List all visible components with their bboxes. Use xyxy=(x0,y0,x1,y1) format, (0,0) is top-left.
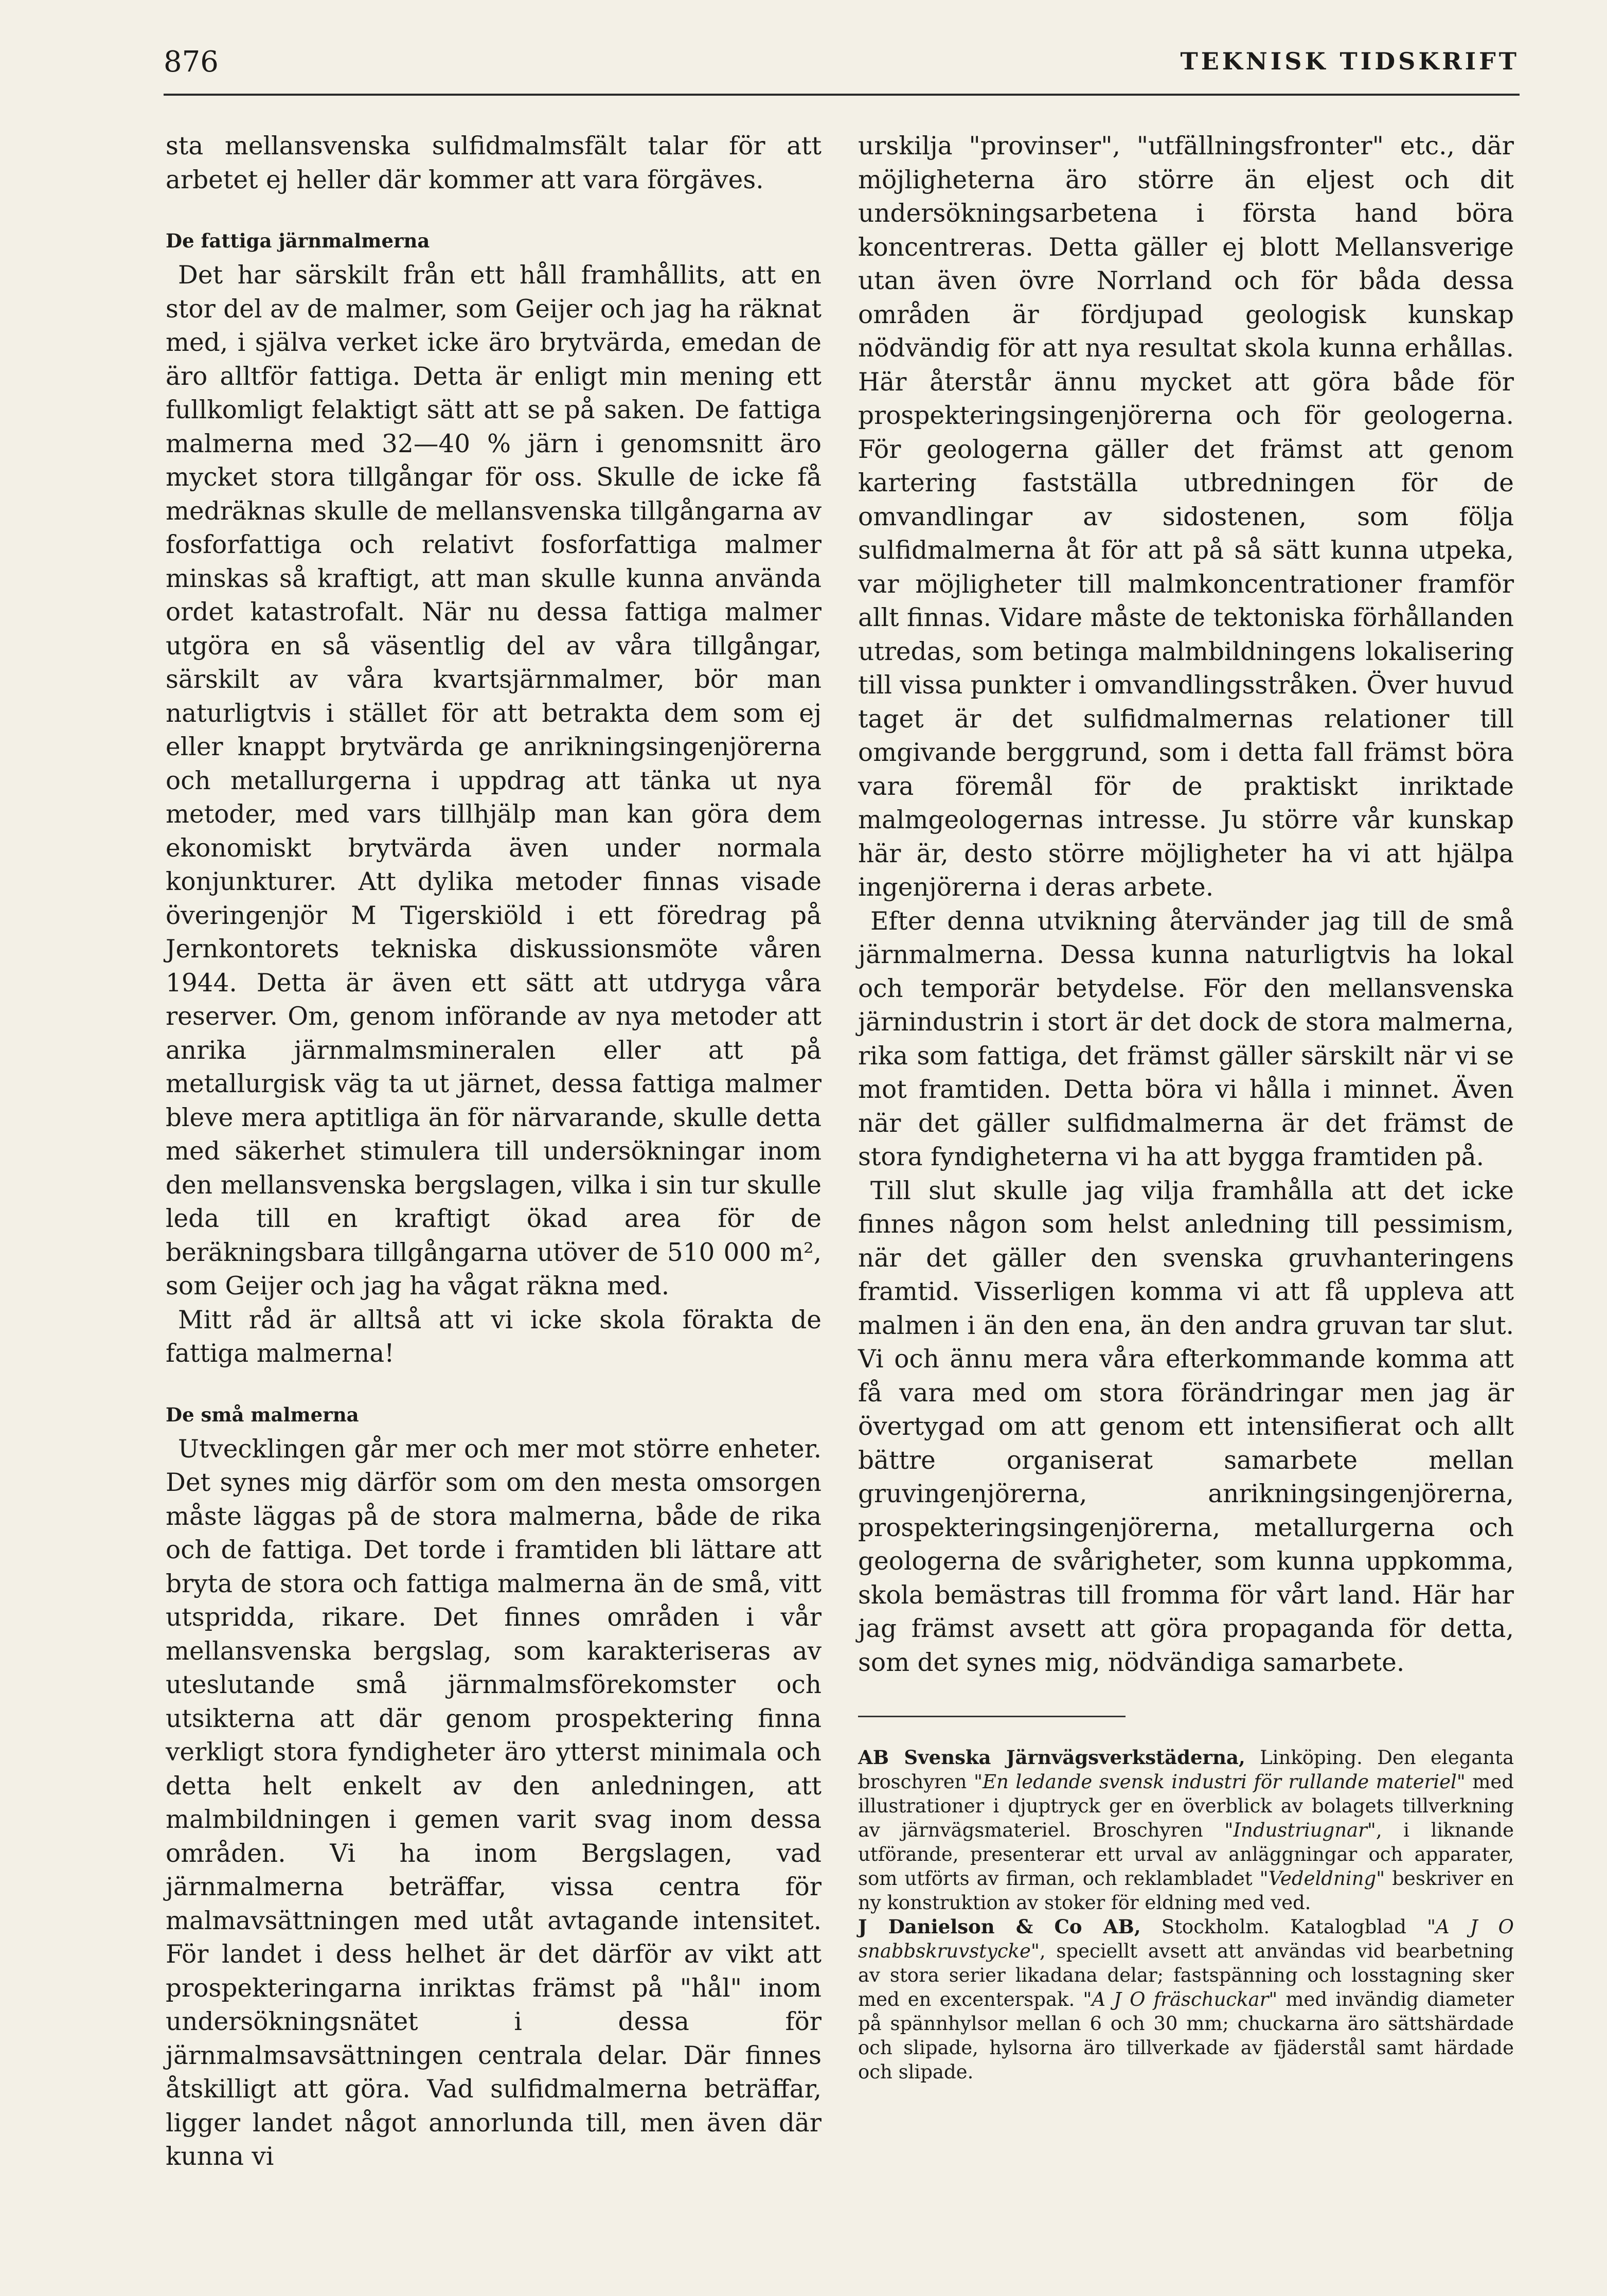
body-paragraph: Mitt råd är alltså att vi icke skola förakta de fattiga malmerna! xyxy=(166,1305,822,1368)
journal-title: TEKNISK TIDSKRIFT xyxy=(1180,47,1520,75)
body-paragraph: urskilja "provinser", "utfällningsfronter" etc., där möjligheterna äro större än eljest och dit undersökningsarbetena i första hand böra koncentreras. Detta gäller ej blott Mellansverige utan även övre Norrland och för båda dessa områden är fördjupad geologisk kunskap nödvändig för att nya resultat skola kunna erhållas. Här återstår ännu mycket att göra både för prospekteringsingenjörerna och för geologerna. För geologerna gäller det främst att genom kartering fastställa utbredningen för de omvandlingar av sidostenen, som följa sulfidmalmerna åt för att på så sätt kunna utpeka, var möjligheter till malmkoncentrationer framför allt finnas. Vidare måste de tektoniska förhållanden utredas, som betinga malmbildningens lokalisering till vissa punkter i omvandlingsstråken. Över huvud taget är det sulfidmalmernas relationer till omgivande berggrund, som i detta fall främst böra vara föremål för de praktiskt inriktade malmgeologernas intresse. Ju större vår kunskap här är, desto större möjligheter ha vi att hjälpa ingenjörerna i deras arbete. xyxy=(858,132,1514,902)
section-heading-sma: De små malmerna xyxy=(166,1403,359,1426)
note-company: J Danielson & Co AB, xyxy=(858,1915,1141,1938)
header-rule xyxy=(164,94,1520,96)
body-paragraph: Efter denna utvikning återvänder jag till de små järnmalmerna. Dessa kunna naturligtvis ha lokal och temporär betydelse. För den mellansvenska järnindustrin i stort är det dock de stora malmerna, rika som fattiga, det främst gäller särskilt när vi se mot framtiden. Detta böra vi hålla i minnet. Även när det gäller sulfidmalmerna är det främst de stora fyndigheterna vi ha att bygga framtiden på. xyxy=(858,906,1514,1171)
section-heading-fattiga: De fattiga järnmalmerna xyxy=(166,229,430,252)
body-paragraph: Det har särskilt från ett håll framhållits, att en stor del av de malmer, som Geijer och jag ha räknat med, i själva verket icke äro brytvärda, emedan de äro alltför fattiga. Detta är enligt min mening ett fullkomligt felaktigt sätt att se på saken. De fattiga malmerna med 32—40 % järn i genomsnitt äro mycket stora tillgångar för oss. Skulle de icke få medräknas skulle de mellansvenska tillgångarna av fosforfattiga och relativt fosforfattiga malmer minskas så kraftigt, att man skulle kunna använda ordet katastrofalt. När nu dessa fattiga malmer utgöra en så väsentlig del av våra tillgångar, särskilt av våra kvartsjärnmalmer, bör man naturligtvis i stället för att betrakta dem som ej eller knappt brytvärda ge anrikningsingenjörerna och metallurgerna i uppdrag att tänka ut nya metoder, med vars tillhjälp man kan göra dem ekonomiskt brytvärda även under normala konjunkturer. Att dylika metoder finnas visade överingenjör M Tigerskiöld i ett föredrag på Jernkontorets tekniska diskussionsmöte våren 1944. Detta är även ett sätt att utdryga våra reserver. Om, genom införande av nya metoder att anrika järnmalmsmineralen eller att på metallurgisk väg ta ut järnet, dessa fattiga malmer bleve mera aptitliga än för närvarande, skulle detta med säkerhet stimulera till undersökningar inom den mellansvenska bergslagen, vilka i sin tur skulle leda till en kraftigt ökad area för de beräkningsbara tillgångarna utöver de 510 000 m², som Geijer och jag ha vågat räkna med. xyxy=(166,261,822,1301)
intro-paragraph: sta mellansvenska sulfidmalmsfält talar för att arbetet ej heller där kommer att vara förgäves. xyxy=(166,132,822,194)
right-column xyxy=(858,130,1514,2084)
page-number: 876 xyxy=(164,45,219,79)
note-text: med invändig diameter på spännhylsor mellan 6 och 30 mm; chuckarna äro sättshärdade och slipade, hylsorna äro tillverkade av fjäderstål samt härdade och slipade. xyxy=(858,1988,1514,2083)
note-title: "Vedeldning" xyxy=(1259,1867,1385,1890)
note-text: beskriver en ny konstruktion av stoker för eldning med ved. xyxy=(858,1867,1514,1914)
trade-note xyxy=(858,1915,1514,2084)
notes-divider xyxy=(858,1716,1126,1717)
note-company: AB Svenska Järnvägsverkstäderna, xyxy=(858,1746,1245,1769)
note-text: Stockholm. Katalogblad xyxy=(1161,1916,1427,1938)
note-text: , i liknande utförande, presenterar ett urval av anläggningar och apparater, som utförts av firman, och reklambladet xyxy=(858,1819,1514,1890)
left-column xyxy=(166,130,822,2174)
trade-note xyxy=(858,1746,1514,1915)
note-text: med illustrationer i djuptryck ger en överblick av bolagets tillverkning av järnvägsmateriel. Broschyren xyxy=(858,1771,1514,1841)
note-title: "A J O snabbskruvstycke" xyxy=(858,1916,1514,1962)
note-title: "Industriugnar" xyxy=(1224,1819,1376,1841)
note-text: , speciellt avsett att användas vid bearbetning av stora serier likadana delar; fastspänning och losstagning sker med en excenterspak. xyxy=(858,1940,1514,2010)
body-paragraph: Till slut skulle jag vilja framhålla att det icke finnes någon som helst anledning till pessimism, när det gäller den svenska gruvhanteringens framtid. Visserligen komma vi att få uppleva att malmen i än den ena, än den andra gruvan tar slut. Vi och ännu mera våra efterkommande komma att få vara med om stora förändringar men jag är övertygad om att genom ett intensifierat och allt bättre organiserat samarbete mellan gruvingenjörerna, anrikningsingenjörerna, prospekteringsingenjörerna, metallurgerna och geologerna de svårigheter, som kunna uppkomma, skola bemästras till fromma för vårt land. Här har jag främst avsett att göra propaganda för detta, som det synes mig, nödvändiga samarbete. xyxy=(858,1176,1514,1677)
body-paragraph: Utvecklingen går mer och mer mot större enheter. Det synes mig därför som om den mesta omsorgen måste läggas på de stora malmerna, både de rika och de fattiga. Det torde i framtiden bli lättare att bryta de stora och fattiga malmerna än de små, vitt utspridda, rikare. Det finnes områden i vår mellansvenska bergslag, som karakteriseras av uteslutande små järnmalmsförekomster och utsikterna att där genom prospektering finna verkligt stora fyndigheter äro ytterst minimala och detta helt enkelt av den anledningen, att malmbildningen i gemen varit svag inom dessa områden. Vi ha inom Bergslagen, vad järnmalmerna beträffar, vissa centra för malmavsättningen med utåt avtagande intensitet. För landet i dess helhet är det därför av vikt att prospekteringarna inriktas främst på "hål" inom undersökningsnätet i dessa för järnmalmsavsättningen centrala delar. Där finnes åtskilligt att göra. Vad sulfidmalmerna beträffar, ligger landet något annorlunda till, men även där kunna vi xyxy=(166,1434,822,2171)
note-title: "A J O fräschuckar" xyxy=(1083,1988,1278,2010)
note-title: "En ledande svensk industri för rullande materiel" xyxy=(974,1771,1466,1793)
note-text: Linköping. Den eleganta broschyren xyxy=(858,1747,1514,1793)
